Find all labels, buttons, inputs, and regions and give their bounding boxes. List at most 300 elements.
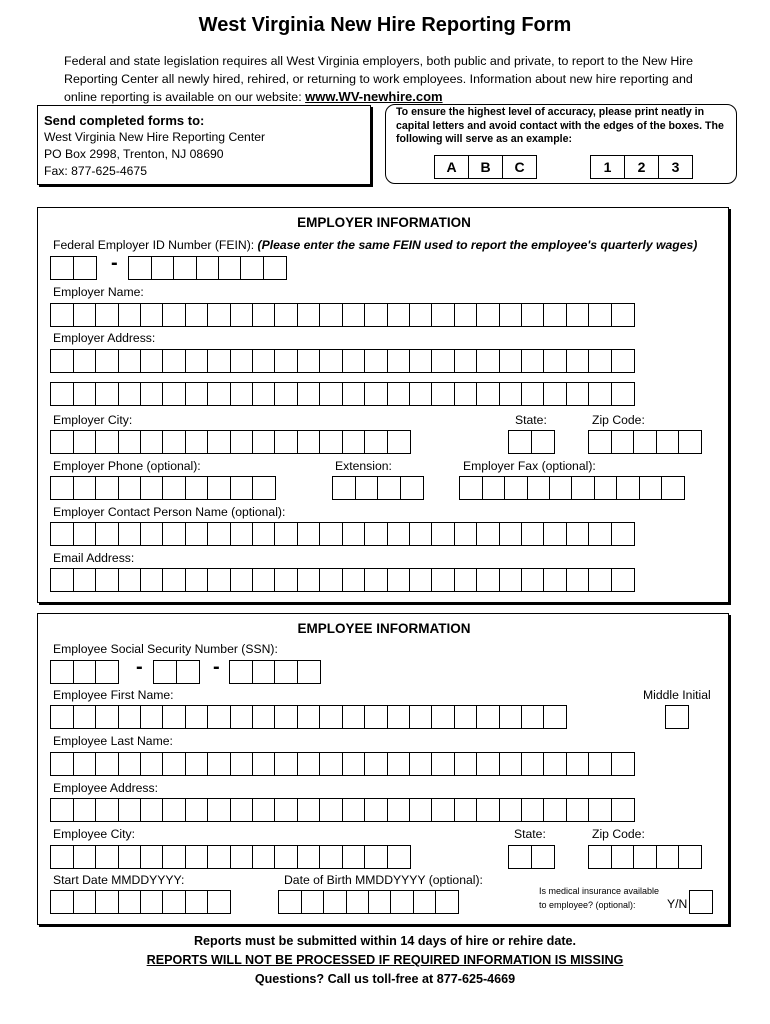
char-box[interactable] xyxy=(319,845,343,869)
char-box[interactable] xyxy=(368,890,392,914)
char-box[interactable] xyxy=(454,752,478,776)
char-box[interactable] xyxy=(207,303,231,327)
char-box[interactable] xyxy=(431,349,455,373)
char-box[interactable] xyxy=(301,890,325,914)
char-box[interactable] xyxy=(230,349,254,373)
char-box[interactable] xyxy=(566,303,590,327)
employer-city-boxes[interactable] xyxy=(52,430,411,454)
char-box[interactable] xyxy=(588,568,612,592)
char-box[interactable] xyxy=(207,752,231,776)
employer-address-line1-boxes[interactable] xyxy=(52,349,635,373)
char-box[interactable] xyxy=(342,845,366,869)
char-box[interactable] xyxy=(50,798,74,822)
char-box[interactable] xyxy=(454,303,478,327)
char-box[interactable] xyxy=(140,476,164,500)
char-box[interactable] xyxy=(454,705,478,729)
char-box[interactable] xyxy=(319,705,343,729)
char-box[interactable] xyxy=(387,568,411,592)
char-box[interactable] xyxy=(95,568,119,592)
char-box[interactable] xyxy=(162,349,186,373)
char-box[interactable] xyxy=(409,798,433,822)
char-box[interactable] xyxy=(364,752,388,776)
char-box[interactable] xyxy=(639,476,663,500)
char-box[interactable] xyxy=(508,845,532,869)
char-box[interactable] xyxy=(297,752,321,776)
char-box[interactable] xyxy=(140,303,164,327)
char-box[interactable] xyxy=(521,752,545,776)
char-box[interactable] xyxy=(611,522,635,546)
char-box[interactable] xyxy=(543,522,567,546)
char-box[interactable] xyxy=(454,568,478,592)
char-box[interactable] xyxy=(185,430,209,454)
char-box[interactable] xyxy=(95,798,119,822)
char-box[interactable] xyxy=(364,382,388,406)
employee-city-boxes[interactable] xyxy=(52,845,411,869)
char-box[interactable] xyxy=(476,705,500,729)
char-box[interactable] xyxy=(531,845,555,869)
char-box[interactable] xyxy=(50,568,74,592)
char-box[interactable] xyxy=(499,705,523,729)
char-box[interactable] xyxy=(499,349,523,373)
char-box[interactable] xyxy=(611,303,635,327)
employer-name-boxes[interactable] xyxy=(52,303,635,327)
char-box[interactable] xyxy=(297,845,321,869)
char-box[interactable] xyxy=(140,568,164,592)
char-box[interactable] xyxy=(342,568,366,592)
ssn-serial-boxes[interactable] xyxy=(231,660,321,684)
char-box[interactable] xyxy=(95,349,119,373)
char-box[interactable] xyxy=(387,798,411,822)
char-box[interactable] xyxy=(521,705,545,729)
employee-state-boxes[interactable] xyxy=(510,845,555,869)
char-box[interactable] xyxy=(140,349,164,373)
char-box[interactable] xyxy=(611,430,635,454)
char-box[interactable] xyxy=(611,798,635,822)
char-box[interactable] xyxy=(207,705,231,729)
char-box[interactable] xyxy=(431,798,455,822)
char-box[interactable] xyxy=(185,349,209,373)
char-box[interactable] xyxy=(140,522,164,546)
char-box[interactable] xyxy=(252,705,276,729)
middle-initial-box[interactable] xyxy=(667,705,689,729)
char-box[interactable] xyxy=(588,303,612,327)
char-box[interactable] xyxy=(73,845,97,869)
char-box[interactable] xyxy=(319,752,343,776)
char-box[interactable] xyxy=(73,752,97,776)
char-box[interactable] xyxy=(50,256,74,280)
char-box[interactable] xyxy=(95,522,119,546)
char-box[interactable] xyxy=(297,568,321,592)
char-box[interactable] xyxy=(476,798,500,822)
char-box[interactable] xyxy=(73,430,97,454)
char-box[interactable] xyxy=(118,476,142,500)
char-box[interactable] xyxy=(50,430,74,454)
char-box[interactable] xyxy=(73,382,97,406)
char-box[interactable] xyxy=(252,752,276,776)
char-box[interactable] xyxy=(274,845,298,869)
char-box[interactable] xyxy=(431,303,455,327)
char-box[interactable] xyxy=(409,382,433,406)
char-box[interactable] xyxy=(656,430,680,454)
char-box[interactable] xyxy=(409,303,433,327)
employer-address-line2-boxes[interactable] xyxy=(52,382,635,406)
char-box[interactable] xyxy=(185,752,209,776)
char-box[interactable] xyxy=(342,798,366,822)
char-box[interactable] xyxy=(73,705,97,729)
char-box[interactable] xyxy=(323,890,347,914)
char-box[interactable] xyxy=(95,705,119,729)
char-box[interactable] xyxy=(50,660,74,684)
char-box[interactable] xyxy=(297,382,321,406)
char-box[interactable] xyxy=(128,256,152,280)
char-box[interactable] xyxy=(387,705,411,729)
char-box[interactable] xyxy=(476,303,500,327)
char-box[interactable] xyxy=(207,476,231,500)
char-box[interactable] xyxy=(364,303,388,327)
char-box[interactable] xyxy=(431,382,455,406)
char-box[interactable] xyxy=(274,382,298,406)
char-box[interactable] xyxy=(274,660,298,684)
char-box[interactable] xyxy=(118,752,142,776)
char-box[interactable] xyxy=(95,430,119,454)
employer-phone-boxes[interactable] xyxy=(52,476,276,500)
char-box[interactable] xyxy=(50,522,74,546)
char-box[interactable] xyxy=(499,752,523,776)
char-box[interactable] xyxy=(207,430,231,454)
char-box[interactable] xyxy=(274,705,298,729)
char-box[interactable] xyxy=(661,476,685,500)
char-box[interactable] xyxy=(588,522,612,546)
website-link[interactable]: www.WV-newhire.com xyxy=(305,89,443,104)
char-box[interactable] xyxy=(319,349,343,373)
char-box[interactable] xyxy=(140,798,164,822)
fein-suffix-boxes[interactable] xyxy=(130,256,287,280)
char-box[interactable] xyxy=(252,660,276,684)
char-box[interactable] xyxy=(616,476,640,500)
char-box[interactable] xyxy=(73,256,97,280)
char-box[interactable] xyxy=(118,382,142,406)
char-box[interactable] xyxy=(153,660,177,684)
char-box[interactable] xyxy=(588,430,612,454)
char-box[interactable] xyxy=(95,382,119,406)
char-box[interactable] xyxy=(543,568,567,592)
char-box[interactable] xyxy=(118,430,142,454)
char-box[interactable] xyxy=(274,752,298,776)
char-box[interactable] xyxy=(521,522,545,546)
employer-fax-boxes[interactable] xyxy=(461,476,685,500)
char-box[interactable] xyxy=(409,522,433,546)
char-box[interactable] xyxy=(364,568,388,592)
char-box[interactable] xyxy=(252,522,276,546)
char-box[interactable] xyxy=(118,568,142,592)
char-box[interactable] xyxy=(252,568,276,592)
char-box[interactable] xyxy=(409,349,433,373)
char-box[interactable] xyxy=(252,382,276,406)
char-box[interactable] xyxy=(162,382,186,406)
char-box[interactable] xyxy=(297,303,321,327)
char-box[interactable] xyxy=(230,752,254,776)
char-box[interactable] xyxy=(185,798,209,822)
char-box[interactable] xyxy=(252,303,276,327)
char-box[interactable] xyxy=(364,349,388,373)
char-box[interactable] xyxy=(566,382,590,406)
char-box[interactable] xyxy=(355,476,379,500)
char-box[interactable] xyxy=(185,568,209,592)
char-box[interactable] xyxy=(50,303,74,327)
char-box[interactable] xyxy=(678,845,702,869)
char-box[interactable] xyxy=(527,476,551,500)
char-box[interactable] xyxy=(207,349,231,373)
char-box[interactable] xyxy=(252,349,276,373)
char-box[interactable] xyxy=(390,890,414,914)
char-box[interactable] xyxy=(162,303,186,327)
char-box[interactable] xyxy=(499,382,523,406)
char-box[interactable] xyxy=(364,522,388,546)
employer-email-boxes[interactable] xyxy=(52,568,635,592)
char-box[interactable] xyxy=(319,798,343,822)
char-box[interactable] xyxy=(431,522,455,546)
char-box[interactable] xyxy=(387,752,411,776)
char-box[interactable] xyxy=(50,752,74,776)
char-box[interactable] xyxy=(364,845,388,869)
char-box[interactable] xyxy=(218,256,242,280)
char-box[interactable] xyxy=(230,430,254,454)
char-box[interactable] xyxy=(95,890,119,914)
char-box[interactable] xyxy=(50,845,74,869)
char-box[interactable] xyxy=(162,890,186,914)
char-box[interactable] xyxy=(230,476,254,500)
char-box[interactable] xyxy=(95,476,119,500)
char-box[interactable] xyxy=(543,752,567,776)
char-box[interactable] xyxy=(319,430,343,454)
char-box[interactable] xyxy=(297,798,321,822)
char-box[interactable] xyxy=(274,522,298,546)
char-box[interactable] xyxy=(588,845,612,869)
char-box[interactable] xyxy=(454,522,478,546)
char-box[interactable] xyxy=(162,568,186,592)
char-box[interactable] xyxy=(566,752,590,776)
char-box[interactable] xyxy=(387,845,411,869)
char-box[interactable] xyxy=(118,522,142,546)
char-box[interactable] xyxy=(185,303,209,327)
char-box[interactable] xyxy=(73,568,97,592)
char-box[interactable] xyxy=(387,349,411,373)
char-box[interactable] xyxy=(387,430,411,454)
char-box[interactable] xyxy=(633,430,657,454)
char-box[interactable] xyxy=(162,705,186,729)
char-box[interactable] xyxy=(297,705,321,729)
char-box[interactable] xyxy=(140,705,164,729)
char-box[interactable] xyxy=(454,382,478,406)
char-box[interactable] xyxy=(185,476,209,500)
char-box[interactable] xyxy=(278,890,302,914)
char-box[interactable] xyxy=(207,568,231,592)
char-box[interactable] xyxy=(207,382,231,406)
char-box[interactable] xyxy=(409,568,433,592)
char-box[interactable] xyxy=(543,303,567,327)
char-box[interactable] xyxy=(531,430,555,454)
char-box[interactable] xyxy=(95,303,119,327)
char-box[interactable] xyxy=(387,382,411,406)
char-box[interactable] xyxy=(571,476,595,500)
char-box[interactable] xyxy=(252,845,276,869)
first-name-boxes[interactable] xyxy=(52,705,567,729)
char-box[interactable] xyxy=(459,476,483,500)
char-box[interactable] xyxy=(454,798,478,822)
char-box[interactable] xyxy=(521,382,545,406)
char-box[interactable] xyxy=(364,798,388,822)
char-box[interactable] xyxy=(413,890,437,914)
char-box[interactable] xyxy=(476,752,500,776)
char-box[interactable] xyxy=(499,798,523,822)
char-box[interactable] xyxy=(118,349,142,373)
char-box[interactable] xyxy=(566,349,590,373)
char-box[interactable] xyxy=(207,890,231,914)
char-box[interactable] xyxy=(431,705,455,729)
insurance-yn-box[interactable] xyxy=(691,890,713,914)
employer-zip-boxes[interactable] xyxy=(590,430,702,454)
employer-extension-boxes[interactable] xyxy=(334,476,424,500)
char-box[interactable] xyxy=(207,798,231,822)
char-box[interactable] xyxy=(140,845,164,869)
char-box[interactable] xyxy=(476,382,500,406)
char-box[interactable] xyxy=(173,256,197,280)
char-box[interactable] xyxy=(332,476,356,500)
char-box[interactable] xyxy=(207,845,231,869)
char-box[interactable] xyxy=(73,349,97,373)
char-box[interactable] xyxy=(230,705,254,729)
char-box[interactable] xyxy=(521,568,545,592)
char-box[interactable] xyxy=(611,568,635,592)
char-box[interactable] xyxy=(364,430,388,454)
char-box[interactable] xyxy=(274,303,298,327)
char-box[interactable] xyxy=(521,303,545,327)
char-box[interactable] xyxy=(476,522,500,546)
employer-state-boxes[interactable] xyxy=(510,430,555,454)
char-box[interactable] xyxy=(476,349,500,373)
char-box[interactable] xyxy=(508,430,532,454)
char-box[interactable] xyxy=(656,845,680,869)
char-box[interactable] xyxy=(342,705,366,729)
char-box[interactable] xyxy=(50,890,74,914)
char-box[interactable] xyxy=(162,845,186,869)
last-name-boxes[interactable] xyxy=(52,752,635,776)
char-box[interactable] xyxy=(543,798,567,822)
ssn-group-boxes[interactable] xyxy=(155,660,200,684)
char-box[interactable] xyxy=(162,430,186,454)
char-box[interactable] xyxy=(118,303,142,327)
char-box[interactable] xyxy=(297,660,321,684)
char-box[interactable] xyxy=(230,303,254,327)
char-box[interactable] xyxy=(387,522,411,546)
employer-contact-boxes[interactable] xyxy=(52,522,635,546)
char-box[interactable] xyxy=(95,660,119,684)
start-date-boxes[interactable] xyxy=(52,890,231,914)
char-box[interactable] xyxy=(319,303,343,327)
char-box[interactable] xyxy=(611,752,635,776)
char-box[interactable] xyxy=(50,382,74,406)
char-box[interactable] xyxy=(274,430,298,454)
char-box[interactable] xyxy=(162,752,186,776)
char-box[interactable] xyxy=(566,798,590,822)
char-box[interactable] xyxy=(196,256,220,280)
char-box[interactable] xyxy=(611,845,635,869)
char-box[interactable] xyxy=(118,845,142,869)
char-box[interactable] xyxy=(409,752,433,776)
char-box[interactable] xyxy=(588,752,612,776)
char-box[interactable] xyxy=(342,303,366,327)
char-box[interactable] xyxy=(342,752,366,776)
employee-address-boxes[interactable] xyxy=(52,798,635,822)
char-box[interactable] xyxy=(499,303,523,327)
char-box[interactable] xyxy=(549,476,573,500)
char-box[interactable] xyxy=(73,522,97,546)
char-box[interactable] xyxy=(140,382,164,406)
char-box[interactable] xyxy=(409,705,433,729)
char-box[interactable] xyxy=(185,522,209,546)
char-box[interactable] xyxy=(594,476,618,500)
char-box[interactable] xyxy=(588,382,612,406)
employee-zip-boxes[interactable] xyxy=(590,845,702,869)
char-box[interactable] xyxy=(73,303,97,327)
char-box[interactable] xyxy=(185,890,209,914)
char-box[interactable] xyxy=(274,568,298,592)
char-box[interactable] xyxy=(342,349,366,373)
char-box[interactable] xyxy=(162,798,186,822)
char-box[interactable] xyxy=(230,522,254,546)
char-box[interactable] xyxy=(95,752,119,776)
char-box[interactable] xyxy=(73,890,97,914)
char-box[interactable] xyxy=(400,476,424,500)
char-box[interactable] xyxy=(499,568,523,592)
char-box[interactable] xyxy=(230,798,254,822)
fein-prefix-boxes[interactable] xyxy=(52,256,97,280)
char-box[interactable] xyxy=(504,476,528,500)
char-box[interactable] xyxy=(230,568,254,592)
char-box[interactable] xyxy=(342,382,366,406)
char-box[interactable] xyxy=(611,349,635,373)
char-box[interactable] xyxy=(633,845,657,869)
char-box[interactable] xyxy=(435,890,459,914)
char-box[interactable] xyxy=(263,256,287,280)
dob-boxes[interactable] xyxy=(280,890,459,914)
char-box[interactable] xyxy=(252,430,276,454)
char-box[interactable] xyxy=(364,705,388,729)
char-box[interactable] xyxy=(140,890,164,914)
char-box[interactable] xyxy=(346,890,370,914)
char-box[interactable] xyxy=(185,705,209,729)
char-box[interactable] xyxy=(566,568,590,592)
char-box[interactable] xyxy=(588,349,612,373)
char-box[interactable] xyxy=(95,845,119,869)
char-box[interactable] xyxy=(176,660,200,684)
char-box[interactable] xyxy=(342,430,366,454)
char-box[interactable] xyxy=(454,349,478,373)
char-box[interactable] xyxy=(50,349,74,373)
char-box[interactable] xyxy=(252,476,276,500)
char-box[interactable] xyxy=(185,845,209,869)
char-box[interactable] xyxy=(665,705,689,729)
char-box[interactable] xyxy=(297,430,321,454)
char-box[interactable] xyxy=(73,798,97,822)
char-box[interactable] xyxy=(73,476,97,500)
char-box[interactable] xyxy=(342,522,366,546)
char-box[interactable] xyxy=(543,705,567,729)
char-box[interactable] xyxy=(521,349,545,373)
char-box[interactable] xyxy=(476,568,500,592)
char-box[interactable] xyxy=(482,476,506,500)
char-box[interactable] xyxy=(140,752,164,776)
